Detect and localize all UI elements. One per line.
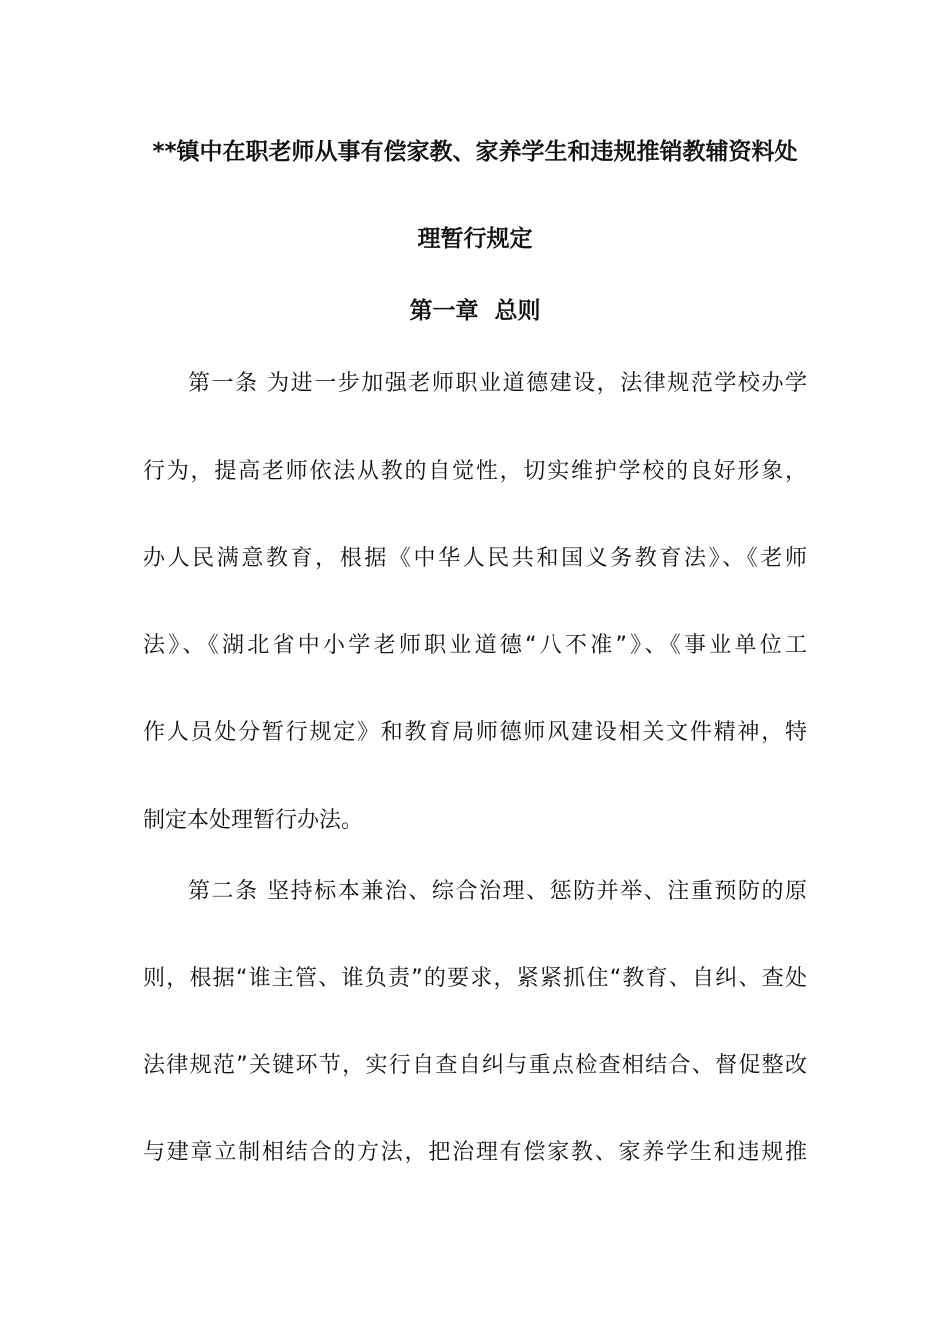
article-1-line-6: 制定本处理暂行办法。 bbox=[143, 808, 364, 833]
article-1-line-1: 第一条 为进一步加强老师职业道德建设，法律规范学校办学 bbox=[188, 371, 807, 396]
article-1-line-4: 法》、《湖北省中小学老师职业道德“八不准”》、《事业单位工 bbox=[143, 633, 807, 658]
article-1-line-3: 办人民满意教育，根据《中华人民共和国义务教育法》、《老师 bbox=[143, 546, 807, 571]
article-2-line-3: 法律规范”关键环节，实行自查自纠与重点检查相结合、督促整改 bbox=[143, 1053, 807, 1078]
article-2-line-4: 与建章立制相结合的方法，把治理有偿家教、家养学生和违规推 bbox=[143, 1140, 807, 1165]
chapter-heading: 第一章 总则 bbox=[409, 298, 541, 324]
article-2-line-1: 第二条 坚持标本兼治、综合治理、惩防并举、注重预防的原 bbox=[188, 879, 807, 904]
article-1-line-5: 作人员处分暂行规定》和教育局师德师风建设相关文件精神，特 bbox=[143, 720, 807, 745]
document-title-line-1: **镇中在职老师从事有偿家教、家养学生和违规推销教辅资料处 bbox=[152, 139, 798, 165]
article-2-line-2: 则，根据“谁主管、谁负责”的要求，紧紧抓住“教育、自纠、查处 bbox=[143, 966, 807, 991]
article-1-line-2: 行为，提高老师依法从教的自觉性，切实维护学校的良好形象， bbox=[143, 459, 807, 484]
document-title-line-2: 理暂行规定 bbox=[417, 226, 533, 252]
